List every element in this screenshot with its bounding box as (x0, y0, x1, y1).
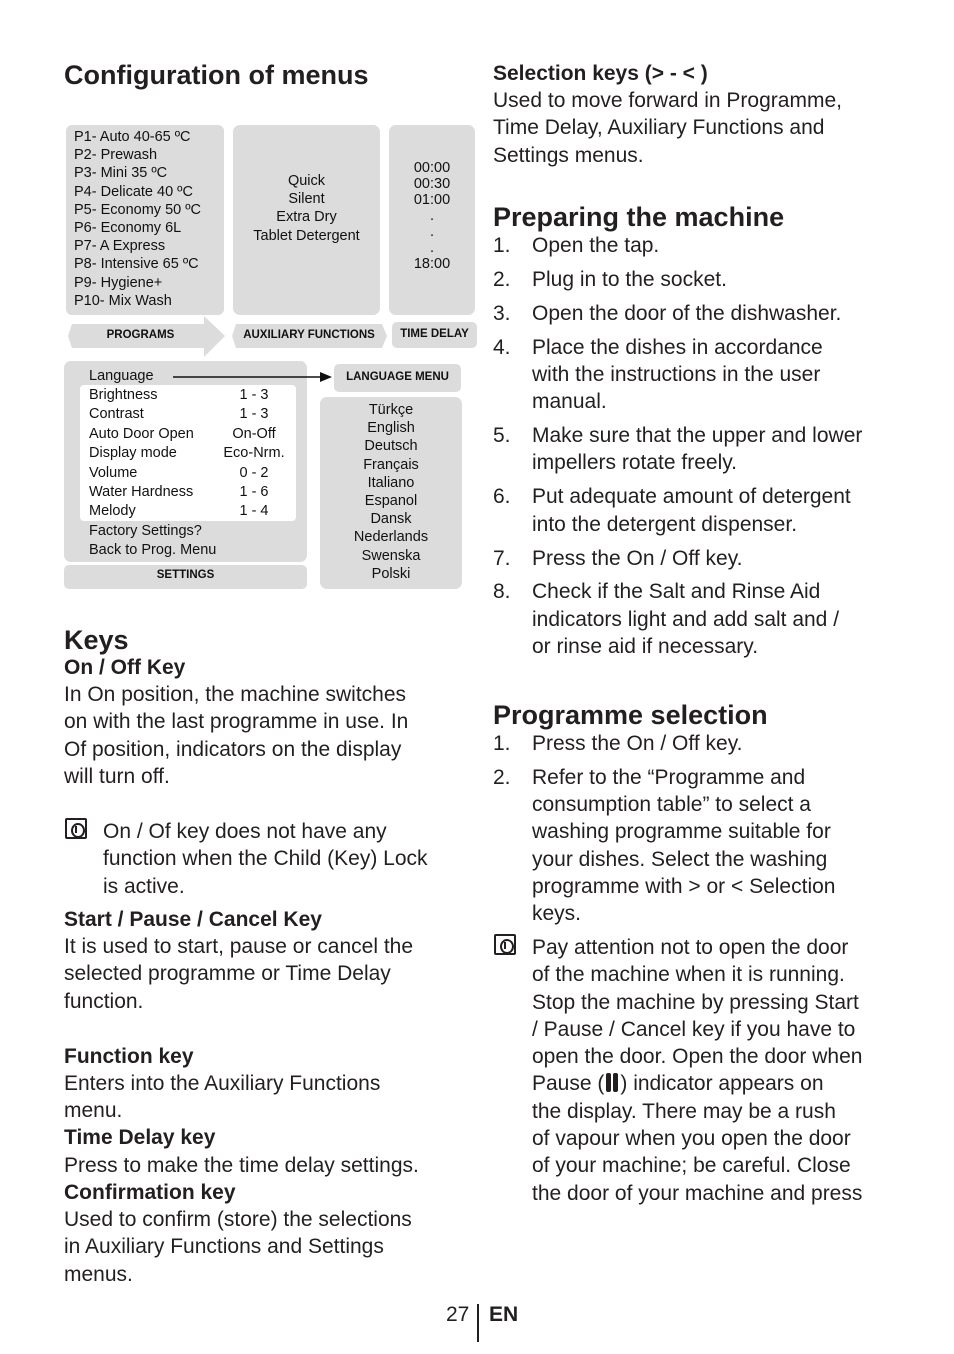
step-number: 7. (493, 546, 511, 570)
time-delay-item: . (429, 208, 435, 224)
text-line: the door of your machine and press (532, 1181, 863, 1205)
language-item: Dansk (370, 511, 412, 528)
text-line: manual. (532, 390, 607, 414)
list-item (493, 334, 903, 416)
note-pause-after: ) indicator appears on (620, 1072, 824, 1096)
program-item: P4- Delicate 40 ºC (74, 183, 193, 200)
setting-name: Water Hardness (89, 484, 194, 501)
text-line: function. (64, 989, 144, 1013)
preparing-title: Preparing the machine (493, 202, 785, 232)
text-line: function when the Child (Key) Lock (103, 847, 428, 871)
setting-value: On-Off (232, 425, 276, 442)
start-pause-title: Start / Pause / Cancel Key (64, 908, 322, 931)
confirmation-key-description (64, 1206, 412, 1288)
info-icon (494, 934, 516, 955)
setting-name: Display mode (89, 445, 177, 462)
aux-function-item: Quick (287, 173, 326, 189)
time-delay-list (389, 160, 475, 272)
language-item: Deutsch (364, 438, 418, 455)
text-line: menu. (64, 1099, 123, 1123)
program-item: P5- Economy 50 ºC (74, 201, 201, 218)
aux-functions-box (233, 125, 380, 315)
settings-footer-item: Factory Settings? (89, 523, 202, 539)
config-title: Configuration of menus (64, 60, 369, 90)
setting-name: Volume (89, 464, 138, 481)
time-delay-key-description (64, 1152, 419, 1179)
text-line: into the detergent dispenser. (532, 512, 798, 536)
language-menu-label: LANGUAGE MENU (346, 371, 449, 383)
time-delay-item: 00:30 (413, 176, 451, 192)
text-line: Place the dishes in accordance (532, 335, 823, 359)
text-line: Press the On / Off key. (532, 732, 743, 755)
text-line: On / Of key does not have any (103, 820, 387, 843)
text-line: Enters into the Auxiliary Functions (64, 1072, 381, 1095)
language-item: Nederlands (353, 529, 429, 546)
text-line: Used to move forward in Programme, (493, 89, 842, 112)
program-item: P1- Auto 40-65 ºC (74, 129, 191, 145)
onoff-title: On / Off Key (64, 656, 186, 679)
function-key-title: Function key (64, 1045, 194, 1068)
time-delay-key-title: Time Delay key (64, 1126, 216, 1149)
text-line: Of position, indicators on the display (64, 737, 402, 761)
languages-box (320, 397, 462, 589)
text-line: Time Delay, Auxiliary Functions and (493, 116, 825, 140)
programme-steps-list (493, 730, 903, 934)
time-delay-item: . (429, 224, 435, 240)
selection-keys-title: Selection keys (> - < ) (493, 62, 708, 85)
text-line: Put adequate amount of detergent (532, 485, 851, 509)
text-line: Check if the Salt and Rinse Aid (532, 580, 821, 604)
programs-box (66, 125, 224, 315)
text-line: in Auxiliary Functions and Settings (64, 1235, 384, 1259)
step-number: 5. (493, 424, 511, 448)
program-item: P8- Intensive 65 ºC (74, 256, 199, 273)
text-line: indicators light and add salt and / (532, 607, 840, 631)
language-item: Türkçe (368, 402, 414, 418)
selection-keys-description (493, 87, 842, 169)
setting-value: 1 - 3 (239, 387, 269, 403)
setting-name: Auto Door Open (89, 425, 194, 442)
text-line: Used to confirm (store) the selections (64, 1208, 412, 1231)
list-item (493, 266, 903, 293)
text-line: open the door. Open the door when (532, 1045, 863, 1069)
step-number: 1. (493, 234, 511, 257)
text-line: Press the On / Off key. (532, 546, 743, 570)
text-line: your dishes. Select the washing (532, 847, 828, 871)
program-item: P2- Prewash (74, 147, 158, 164)
language-item: Polski (371, 565, 411, 582)
aux-label: AUXILIARY FUNCTIONS (243, 329, 375, 341)
program-item: P9- Hygiene+ (74, 274, 163, 291)
step-number: 2. (493, 267, 511, 291)
text-line: Plug in to the socket. (532, 267, 727, 291)
footer-divider (477, 1304, 479, 1342)
info-icon (65, 818, 87, 839)
text-line: of vapour when you open the door (532, 1127, 851, 1151)
programs-list (74, 128, 201, 310)
text-line: Press to make the time delay settings. (64, 1154, 419, 1177)
preparing-steps-list (493, 232, 903, 667)
step-text (532, 334, 903, 416)
text-line: In On position, the machine switches (64, 683, 407, 706)
text-line: Refer to the “Programme and (532, 765, 806, 789)
setting-value: 1 - 6 (239, 484, 269, 501)
settings-names (89, 386, 194, 522)
pause-icon (605, 1073, 619, 1092)
settings-values (214, 386, 294, 522)
function-key-description (64, 1070, 380, 1125)
setting-name: Melody (89, 503, 136, 520)
text-line: keys. (532, 902, 582, 926)
step-number: 4. (493, 335, 511, 359)
text-line: of the machine when it is running. (532, 963, 845, 987)
list-item (493, 545, 903, 572)
time-delay-item: 00:00 (413, 160, 451, 176)
step-number: 6. (493, 485, 511, 509)
list-item (493, 483, 903, 538)
start-pause-description (64, 933, 413, 1015)
step-text (532, 422, 903, 477)
languages-list (320, 401, 462, 583)
settings-footer-item: Back to Prog. Menu (89, 542, 217, 559)
step-text (532, 300, 903, 327)
step-text (532, 545, 903, 572)
step-text (532, 578, 903, 660)
onoff-note (103, 818, 428, 900)
text-line: Make sure that the upper and lower (532, 424, 863, 448)
list-item (493, 232, 903, 259)
text-line: Stop the machine by pressing Start (532, 990, 859, 1014)
list-item (493, 578, 903, 660)
text-line: It is used to start, pause or cancel the (64, 935, 414, 958)
text-line: will turn off. (64, 764, 170, 788)
step-number: 1. (493, 732, 511, 755)
language-item: English (367, 420, 415, 437)
text-line: with the instructions in the user (532, 362, 821, 386)
text-line: on with the last programme in use. In (64, 710, 409, 734)
keys-title: Keys (64, 625, 129, 655)
step-text (532, 266, 903, 293)
language-item: Swenska (361, 547, 421, 564)
settings-language: Language (89, 368, 154, 384)
text-line: consumption table” to select a (532, 793, 811, 817)
programme-selection-title: Programme selection (493, 700, 768, 730)
time-delay-item: 18:00 (413, 256, 451, 272)
language-item: Français (363, 456, 419, 473)
programs-label: PROGRAMS (106, 329, 175, 341)
page-number: 27 (446, 1303, 470, 1326)
door-warning-note (532, 934, 912, 1207)
setting-value: 0 - 2 (239, 464, 269, 481)
text-line: menus. (64, 1262, 133, 1286)
program-item: P10- Mix Wash (74, 292, 172, 309)
text-line: of your machine; be careful. Close (532, 1154, 851, 1178)
text-line: washing programme suitable for (532, 820, 831, 844)
list-item (493, 730, 903, 757)
text-line: programme with > or < Selection (532, 875, 836, 899)
text-line: Pay attention not to open the door (532, 936, 849, 959)
setting-name: Brightness (89, 387, 158, 403)
step-number: 2. (493, 765, 511, 789)
text-line: Open the tap. (532, 234, 660, 257)
time-delay-label: TIME DELAY (400, 328, 469, 340)
step-number: 3. (493, 301, 511, 325)
settings-footer (89, 522, 216, 561)
program-item: P6- Economy 6L (74, 220, 182, 237)
list-item (493, 764, 903, 928)
setting-value: Eco-Nrm. (223, 445, 285, 462)
language-item: Espanol (364, 493, 418, 510)
step-number: 8. (493, 580, 511, 604)
onoff-description (64, 681, 408, 790)
setting-name: Contrast (89, 406, 144, 423)
program-item: P3- Mini 35 ºC (74, 165, 168, 182)
text-line: the display. There may be a rush (532, 1099, 836, 1123)
list-item (493, 422, 903, 477)
language-arrow (170, 370, 335, 384)
text-line: Settings menus. (493, 143, 644, 167)
language-item: Italiano (367, 474, 415, 491)
aux-function-item: Tablet Detergent (253, 227, 360, 244)
step-text (532, 764, 903, 928)
aux-functions-list (233, 172, 380, 245)
step-text (532, 730, 903, 757)
text-line: impellers rotate freely. (532, 451, 738, 475)
confirmation-key-title: Confirmation key (64, 1181, 236, 1204)
aux-function-item: Silent (288, 191, 325, 208)
setting-value: 1 - 3 (239, 406, 269, 423)
program-item: P7- A Express (74, 238, 166, 255)
settings-label: SETTINGS (156, 569, 215, 581)
text-line: / Pause / Cancel key if you have to (532, 1017, 856, 1041)
time-delay-item: . (429, 240, 435, 256)
aux-function-item: Extra Dry (276, 209, 337, 226)
time-delay-box (389, 125, 475, 315)
text-line: or rinse aid if necessary. (532, 635, 759, 659)
note-pause-before: Pause ( (532, 1072, 605, 1096)
text-line: selected programme or Time Delay (64, 962, 391, 986)
step-text (532, 483, 903, 538)
language-code: EN (489, 1303, 519, 1326)
step-text (532, 232, 903, 259)
time-delay-item: 01:00 (413, 192, 451, 208)
setting-value: 1 - 4 (239, 503, 269, 520)
list-item (493, 300, 903, 327)
text-line: is active. (103, 874, 185, 898)
text-line: Open the door of the dishwasher. (532, 301, 842, 325)
